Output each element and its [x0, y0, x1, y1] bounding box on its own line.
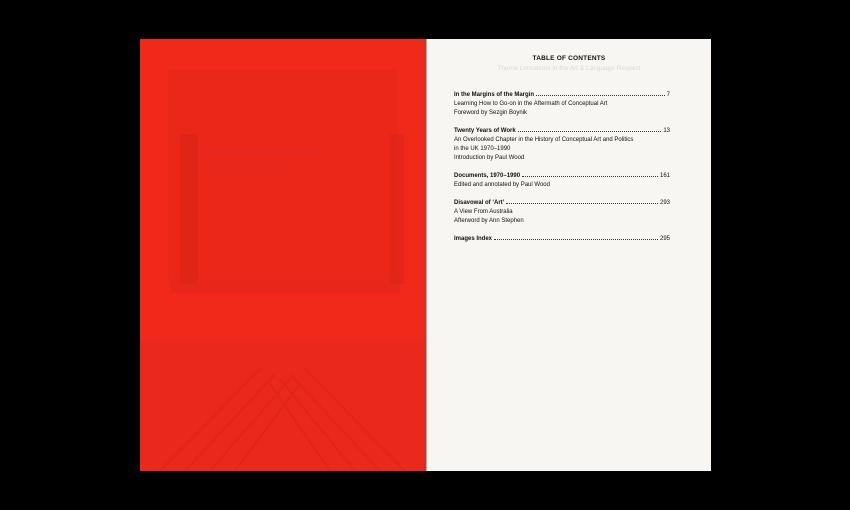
toc-entry-title: In the Margins of the Margin	[454, 92, 535, 98]
right-page-toc	[427, 39, 711, 471]
toc-entry-title: Disavowal of ‘Art’	[454, 200, 505, 206]
toc-entry-byline: Edited and annotated by Paul Wood	[454, 182, 550, 188]
toc-entry	[454, 235, 670, 244]
toc-entry-subtitle: in the UK 1970–1990	[454, 146, 511, 152]
toc-entry-byline: Afterword by Ann Stephen	[454, 218, 524, 224]
toc-entry-page: 293	[659, 200, 670, 206]
toc-entry-page: 7	[666, 92, 670, 98]
dot-leader	[506, 202, 658, 204]
toc-entry-title: Documents, 1970–1990	[454, 173, 521, 179]
toc-entry-title: Twenty Years of Work	[454, 128, 516, 134]
toc-entry-head	[454, 172, 670, 181]
toc-entry-head	[454, 199, 670, 208]
toc-entry-page: 13	[663, 128, 670, 134]
toc-entry	[454, 127, 670, 163]
left-page-red-photo	[140, 39, 425, 471]
toc-list	[454, 91, 670, 253]
toc-entry-title: Images Index	[454, 236, 493, 242]
dot-leader	[494, 238, 658, 240]
toc-entry-byline: Introduction by Paul Wood	[454, 155, 525, 161]
toc-entry-subtitle: An Overlooked Chapter in the History of Conceptual Art and Politics	[454, 137, 634, 143]
toc-entry-head	[454, 127, 670, 136]
toc-entry	[454, 172, 670, 190]
left-page-image	[140, 39, 425, 471]
toc-entry-page: 295	[659, 236, 670, 242]
toc-entry-head	[454, 91, 670, 100]
toc-entry-head	[454, 235, 670, 244]
dot-leader	[522, 175, 658, 177]
toc-entry-subtitle: Learning How to Go-on in the Aftermath of Conceptual Art	[454, 101, 608, 107]
dot-leader	[518, 130, 662, 132]
dot-leader	[536, 94, 665, 96]
toc-entry-page: 161	[659, 173, 670, 179]
toc-entry	[454, 199, 670, 226]
toc-subtitle: Theme Limitations in the Art & Language Respect	[497, 65, 641, 72]
toc-heading: TABLE OF CONTENTS	[532, 55, 606, 62]
toc-entry-byline: Foreword by Sezgin Boynik	[454, 110, 528, 116]
toc-entry-subtitle: A View From Australia	[454, 209, 513, 215]
toc-entry	[454, 91, 670, 118]
